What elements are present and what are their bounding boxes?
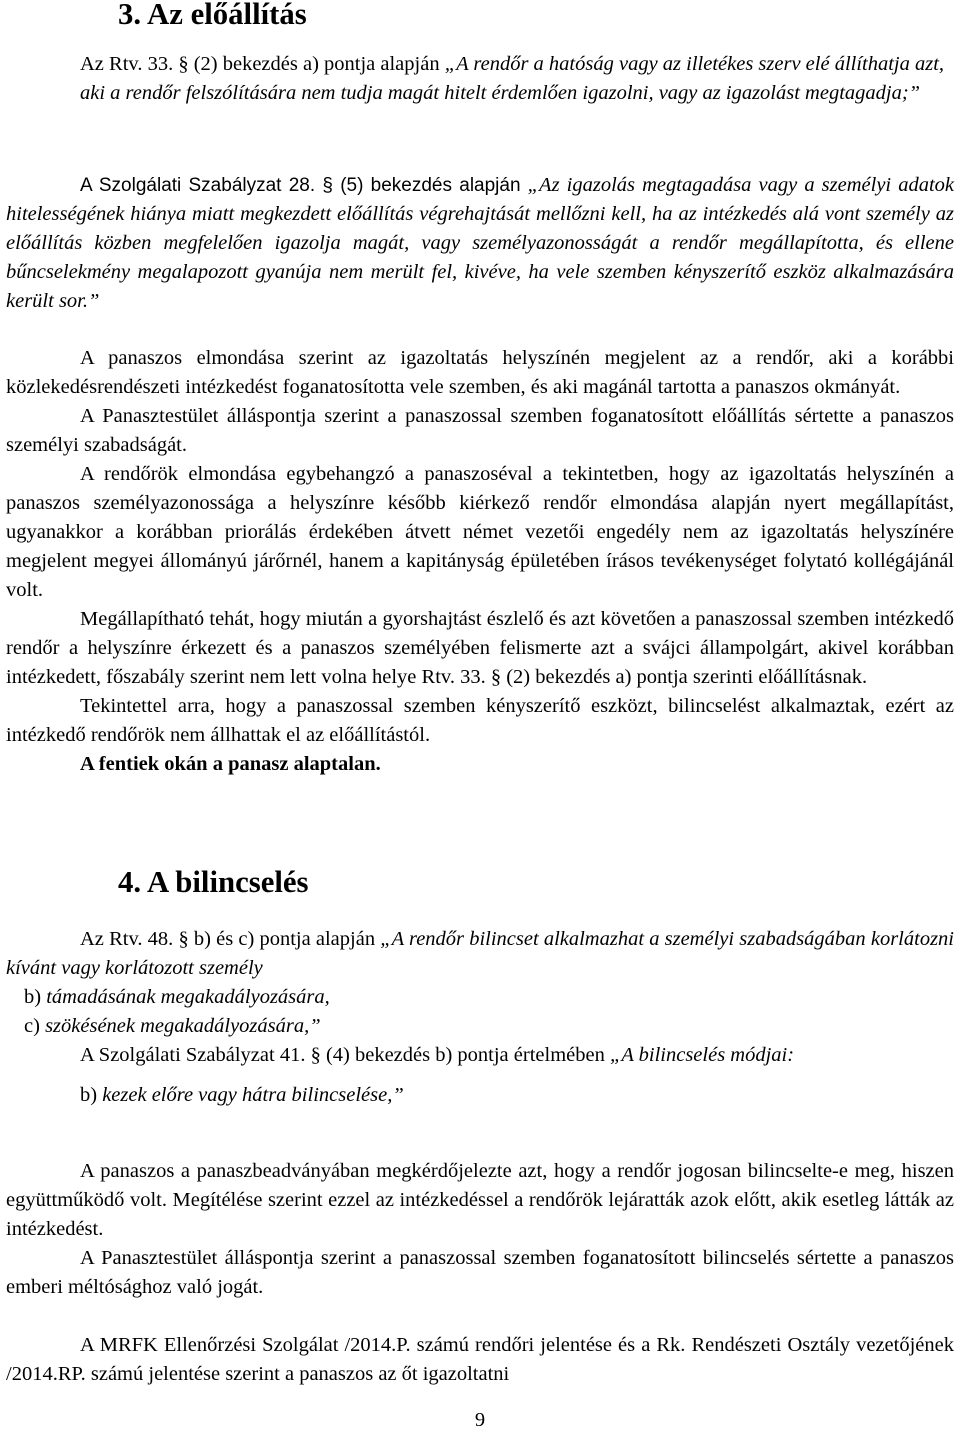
police-report-paragraph: A MRFK Ellenőrzési Szolgálat /2014.P. számú rendőri jelentése és a Rk. Rendészeti Osztály vezetőjének /2014.RP. számú jelentése szerint a panaszos az őt igazoltatni [6,1334,954,1385]
page-number: 9 [474,1409,486,1431]
section-3-heading: 3. Az előállítás [118,0,307,31]
section-4-rtv-citation: Az Rtv. 48. § b) és c) pontja alapján „A rendőr bilincset alkalmazhat a személyi szabadságában korlátozni kívánt vagy korlátozott személy b) támadásának megakadályozására, c) szökésének megakadályozására,” A Szolgálati Szabályzat 41. § (4) bekezdés b) pontja értelmében „A bilincselés módjai: b) kezek előre vagy hátra bilincselése,” [6,925,954,1110]
list-item: c) szökésének megakadályozására,” [24,1015,321,1037]
complainant-statement-paragraph: A panaszos elmondása szerint az igazoltatás helyszínén megjelent az a rendőr, aki a korábbi közlekedésrendészeti intézkedést foganatosította vele szemben, és aki magánál tartotta a panaszos okmányát. [6,347,954,398]
list-item: b) támadásának megakadályozására, [24,986,330,1008]
szolgalati-szabalyzat-28-paragraph: A Szolgálati Szabályzat 28. § (5) bekezdés alapján „Az igazolás megtagadása vagy a személyi adatok hitelességének hiánya miatt megkezdett előállítás végrehajtását mellőzni kell, ha az intézkedés alá vont személy az előállítás közben megfelelően igazolja magát, vagy személyazonosságát a rendőr megállapította, és ellene bűncselekmény megalapozott gyanúja nem merült fel, kivéve, ha vele szemben kényszerítő eszköz alkalmazására került sor.” [6,174,955,312]
section-4-body [6,1157,954,1389]
handcuff-reason-paragraph: Tekintettel arra, hogy a panaszossal szemben kényszerítő eszközt, bilincselést alkalmaztak, ezért az intézkedő rendőrök nem állhattak el az előállítástól. [6,695,954,746]
complainant-handcuff-paragraph: A panaszos a panaszbeadványában megkérdőjelezte azt, hogy a rendőr jogosan bilincselte-e meg, hiszen együttműködő volt. Megítélése szerint ezzel az intézkedéssel a rendőrök lejáratták azok előtt, akik esetleg látták az intézkedést. [6,1160,954,1240]
panel-handcuff-opinion-paragraph: A Panasztestület álláspontja szerint a panaszossal szemben foganatosított bilincselés sértette a panaszos emberi méltósághoz való jogát. [6,1247,954,1298]
rtv-33-paragraph: Az Rtv. 33. § (2) bekezdés a) pontja alapján „A rendőr a hatóság vagy az illetékes szerv elé állíthatja azt, [80,53,945,75]
rtv-33-quote-continued: aki a rendőr felszólítására nem tudja magát hitelt érdemlően igazolni, vagy az igazolást megtagadja;” [80,82,921,104]
finding-paragraph: Megállapítható tehát, hogy miután a gyorshajtást észlelő és azt követően a panaszossal szemben intézkedő rendőr a helyszínre érkezett és a panaszos személyében felismerte azt a svájci állampolgárt, akivel korábban intézkedett, főszabály szerint nem lett volna helye Rtv. 33. § (2) bekezdés a) pontja szerinti előállításnak. [6,608,954,688]
section-3-body [6,344,954,779]
section-3-rtv-citation [6,50,954,108]
szolgalati-szabalyzat-41-paragraph: A Szolgálati Szabályzat 41. § (4) bekezdés b) pontja értelmében „A bilincselés módjai: [80,1044,795,1066]
list-item: b) kezek előre vagy hátra bilincselése,” [80,1084,404,1106]
panel-opinion-paragraph: A Panasztestület álláspontja szerint a panaszossal szemben foganatosított előállítás sértette a panaszos személyi szabadságát. [6,405,954,456]
officers-statement-paragraph: A rendőrök elmondása egybehangzó a panaszoséval a tekintetben, hogy az igazoltatás helyszínén a panaszos személyazonossága a helyszínre később kiérkező rendőr elmondása alapján nyert megállapítást, ugyanakkor a korábban priorálás érdekében átvett német vezetői engedély nem az igazoltatás helyszínére megjelent megyei állományú járőrnél, hanem a kapitányság épületében írásos tevékenységet folytató kollégájánál volt. [6,463,954,601]
section-4-heading: 4. A bilincselés [118,865,309,899]
conclusion-text: A fentiek okán a panasz alaptalan. [80,753,381,775]
